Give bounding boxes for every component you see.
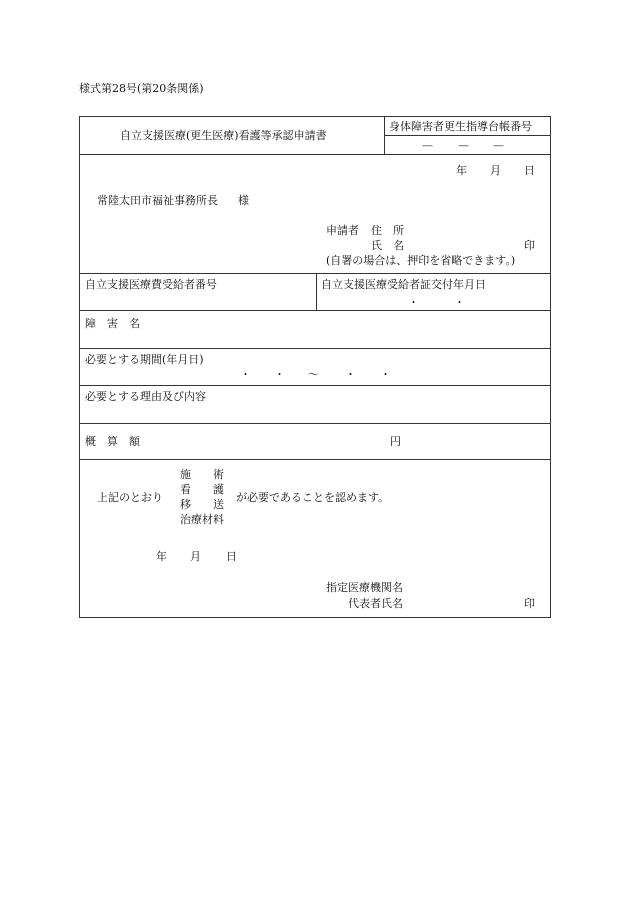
approval-suffix: が必要であることを認めます。 [236,491,390,504]
approval-item-2: 看 護 [180,483,224,496]
approval-prefix: 上記のとおり [97,491,163,504]
certificate-date-dot-2: ・ [454,296,465,309]
approval-date-year: 年 [156,550,167,563]
ledger-dash-3: — [493,139,504,152]
institution-name-label: 指定医療機関名 [326,581,403,594]
ledger-dash-1: — [422,139,433,152]
approval-item-4: 治療材料 [180,513,224,526]
application-form [79,116,551,618]
period-tilde: 〜 [308,368,319,381]
rule-after-disability [80,348,550,349]
period-label: 必要とする期間(年月日) [85,353,204,366]
approval-item-1: 施 術 [180,468,224,481]
ledger-label: 身体障害者更生指導台帳番号 [389,120,532,133]
approval-date-day: 日 [226,550,237,563]
addressee-honorific: 様 [238,194,249,207]
recipient-number-label: 自立支援医療費受給者番号 [85,278,217,291]
form-title: 自立支援医療(更生医療)看護等承認申請書 [120,129,327,142]
estimate-unit: 円 [390,435,401,448]
recipient-divider [316,273,317,310]
period-dot-3: ・ [345,368,356,381]
estimate-label: 概 算 額 [85,435,140,448]
period-dot-4: ・ [380,368,391,381]
rule-after-estimate [80,459,550,460]
certificate-date-label: 自立支援医療受給者証交付年月日 [321,278,486,291]
applicant-name-label: 氏 名 [371,239,404,252]
reason-label: 必要とする理由及び内容 [85,390,206,403]
period-dot-1: ・ [240,368,251,381]
form-number: 様式第28号(第20条関係) [79,82,204,95]
date-day: 日 [524,164,535,177]
certificate-date-dot-1: ・ [408,296,419,309]
date-month: 月 [490,164,501,177]
disability-label: 障 害 名 [85,317,140,330]
rule-after-period [80,385,550,386]
institution-rep-label: 代表者氏名 [348,597,403,610]
rule-after-reason [80,423,550,424]
applicant-note: (自署の場合は、押印を省略できます。) [326,254,516,267]
period-dot-2: ・ [274,368,285,381]
rule-after-recipient [80,310,550,311]
rule-after-title [80,154,550,155]
applicant-label: 申請者 [326,224,359,237]
title-ledger-divider [384,117,385,154]
rule-after-applicant [80,273,550,274]
approval-date-month: 月 [190,550,201,563]
institution-seal: 印 [524,597,535,610]
applicant-seal: 印 [524,239,535,252]
applicant-address-label: 住 所 [371,224,404,237]
date-year: 年 [456,164,467,177]
ledger-dash-2: — [458,139,469,152]
approval-item-3: 移 送 [180,498,224,511]
addressee-name: 常陸太田市福祉事務所長 [97,194,218,207]
ledger-divider [384,135,550,136]
